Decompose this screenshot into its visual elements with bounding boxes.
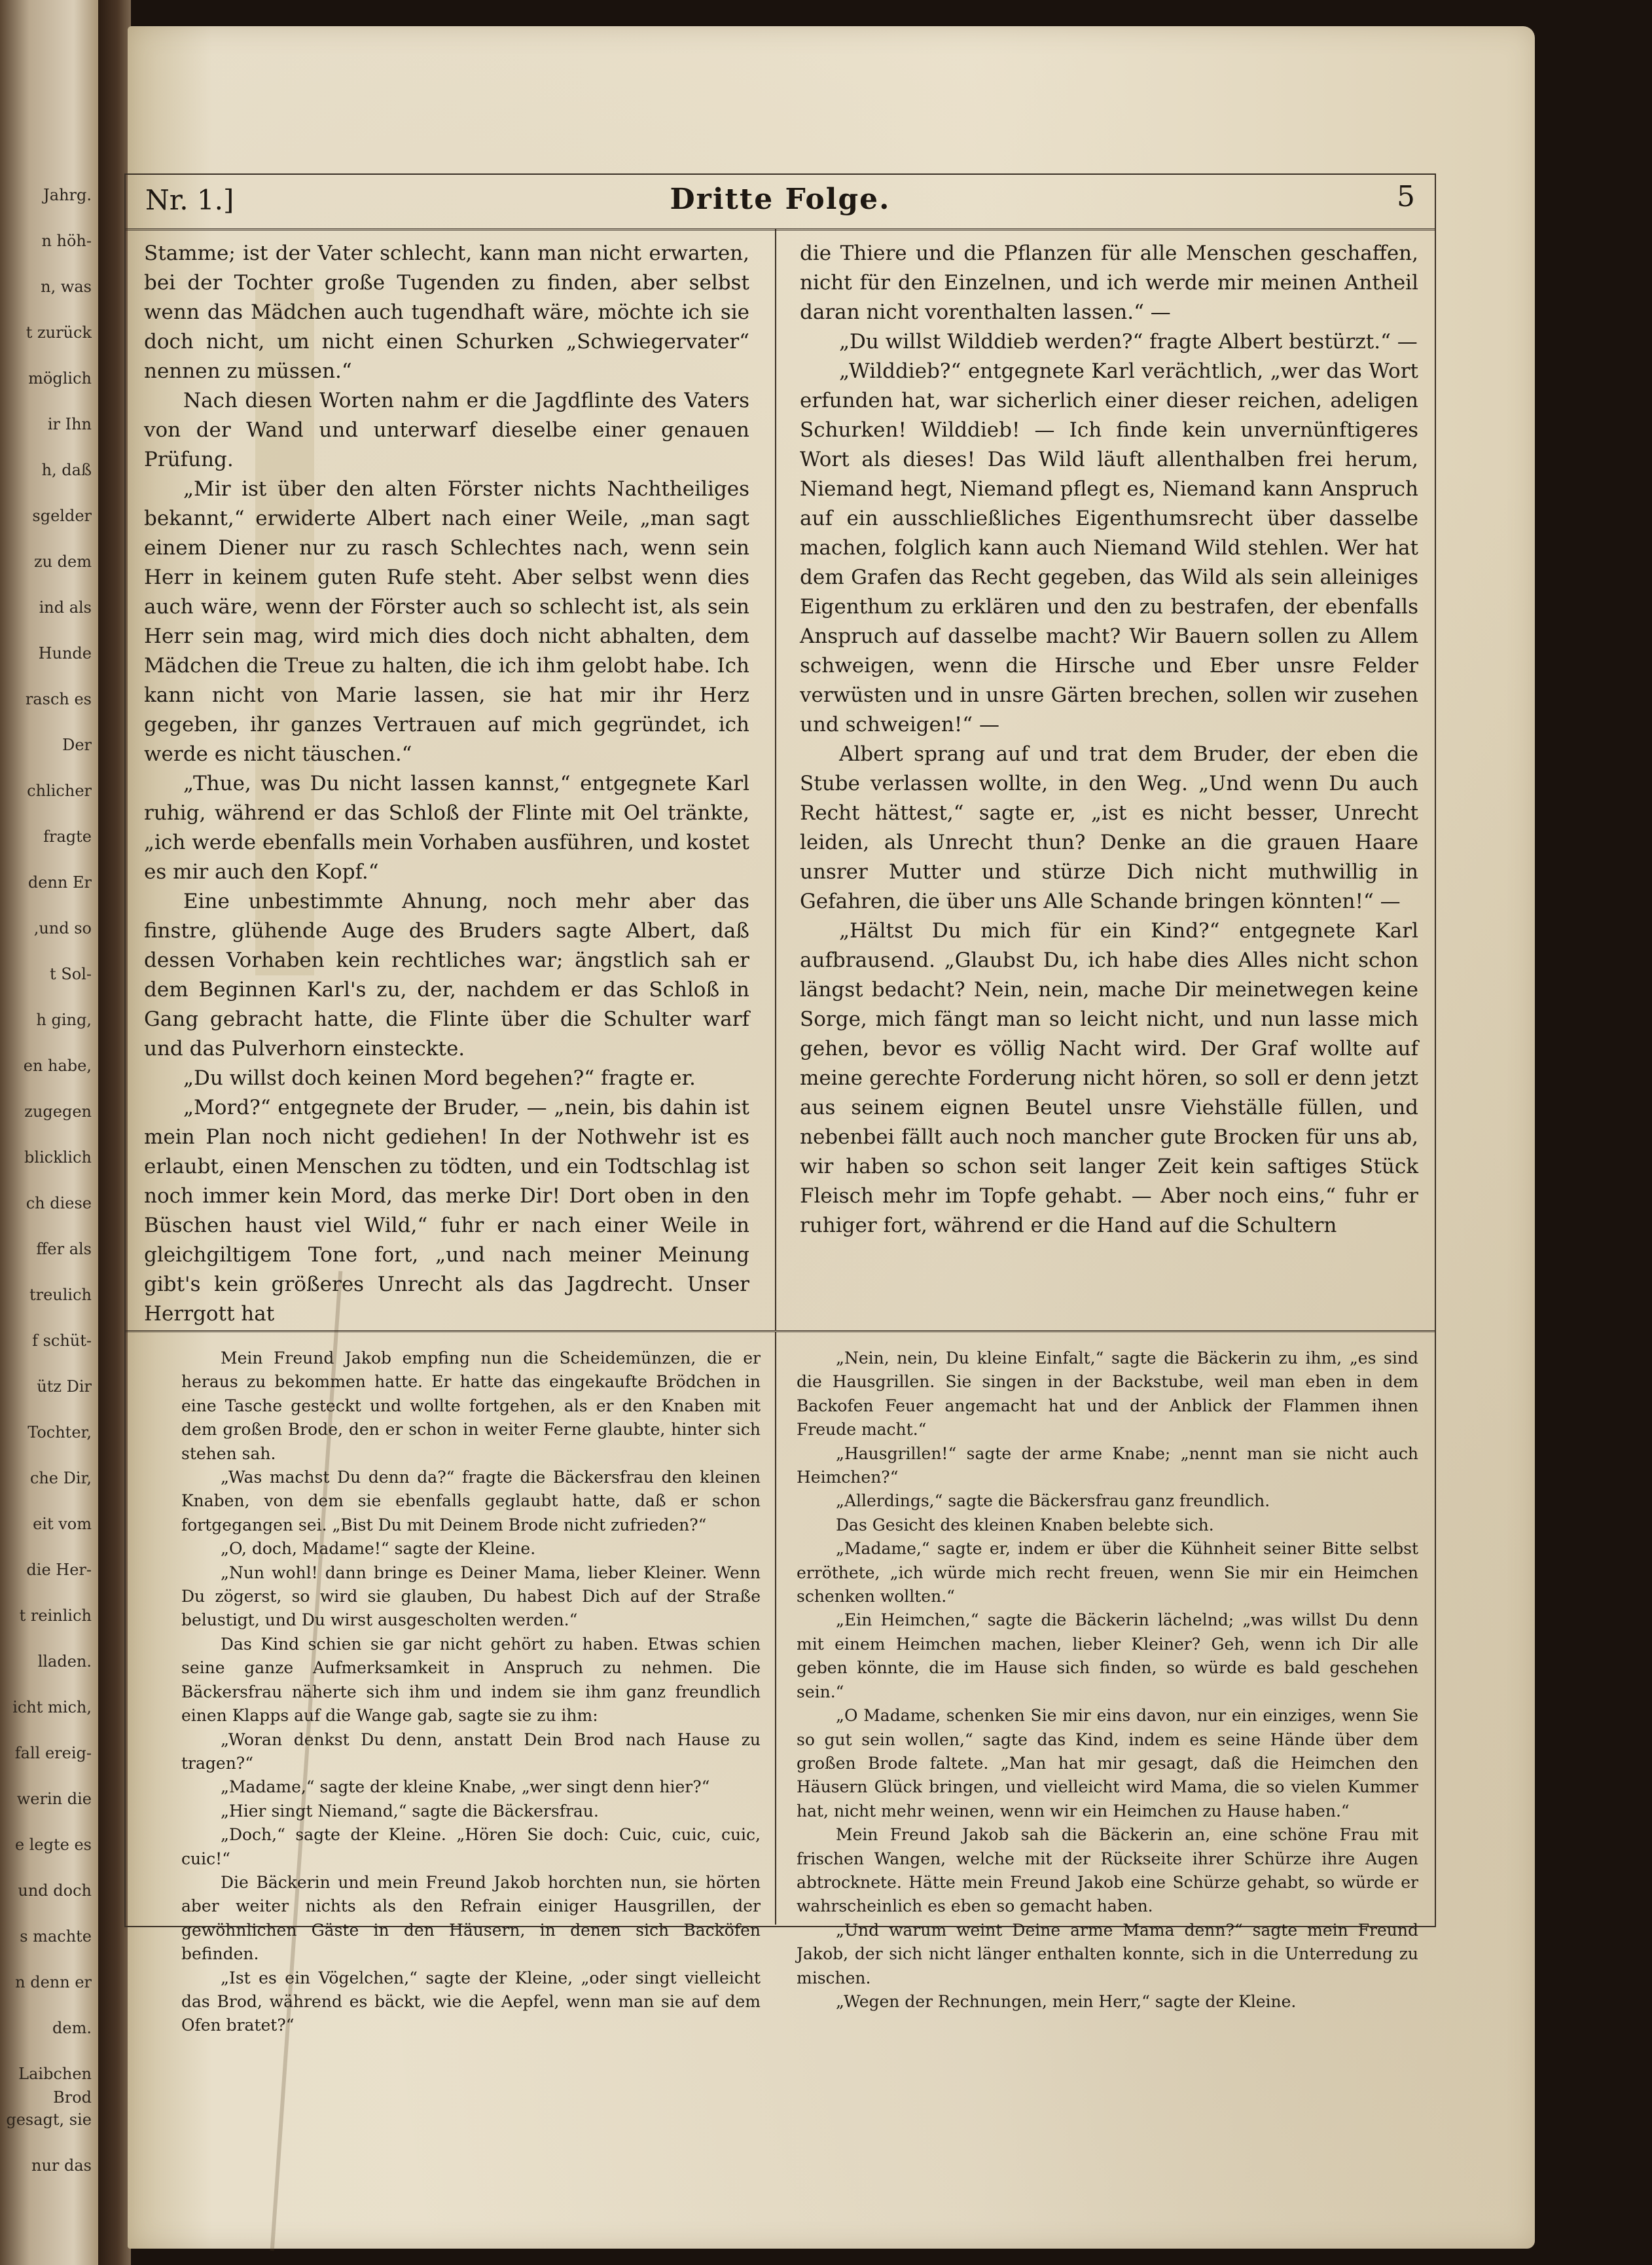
paragraph: „Woran denkst Du denn, anstatt Dein Brod nach Hause zu tragen?“ [181,1730,761,1773]
paragraph: „Madame,“ sagte der kleine Knabe, „wer singt denn hier?“ [221,1777,710,1797]
left-page-fragment: und doch [18,1881,92,1900]
upper-column-rule [775,228,776,1330]
left-page-fragment: rasch es [25,690,92,708]
left-page-fragment: zu dem [33,553,92,571]
left-page-fragment: n denn er [15,1973,92,1991]
left-page-fragment: blicklich [24,1148,92,1167]
left-page-fragment: zugegen [24,1102,92,1121]
left-page-fragment: sgelder [32,507,92,525]
left-page-fragment: t reinlich [19,1606,92,1625]
page-header [126,175,1435,230]
section-title: Dritte Folge. [670,183,891,216]
paragraph: „O, doch, Madame!“ sagte der Kleine. [221,1539,536,1559]
left-page-fragment: denn Er [27,873,92,892]
left-page-fragment: en habe, [23,1057,92,1075]
paragraph: „Hier singt Niemand,“ sagte die Bäckersfrau. [221,1801,599,1821]
paragraph: „Ein Heimchen,“ sagte die Bäckerin lächelnd; „was willst Du denn mit einem Heimchen machen, lieber Kleiner? Geh, wenn ich Dir alle geben könnte, die im Hause sich finden, so würde es bald geschehen sein.“ [797,1610,1418,1701]
left-page-fragment: icht mich, [12,1698,92,1716]
paragraph: „Wilddieb?“ entgegnete Karl verächtlich, „wer das Wort erfunden hat, war sicherlich einer dieser reichen, adeligen Schurken! Wilddieb! — Ich finde kein unvernünftigeres Wort als dieses! Das Wild läuft allenthalben frei herum, Niemand hegt, Niemand pflegt es, Niemand kann Anspruch auf ein ausschließliches Eigenthumsrecht über dasselbe machen, folglich kann auch Niemand Wild stehlen. Wer hat dem Grafen das Recht gegeben, das Wild als sein alleiniges Eigenthum zu erklären und den zu bestrafen, der ebenfalls Anspruch auf dasselbe macht? Wir Bauern sollen zu Allem schweigen, wenn die Hirsche und Eber unsre Felder verwüsten und in unsre Gärten brechen, sollen wir zusehen und schweigen!“ — [800,359,1418,736]
left-page-fragment: dem. [52,2019,92,2037]
paragraph: Nach diesen Worten nahm er die Jagdflinte des Vaters von der Wand und unterwarf dieselbe einer genauen Prüfung. [144,389,749,471]
left-page-fragment: n, was [41,278,92,296]
paragraph: „Du willst doch keinen Mord begehen?“ fragte er. [183,1066,696,1090]
left-page-fragment: ffer als [36,1240,92,1258]
left-page-fragment: werin die [16,1790,92,1808]
left-page-fragment: Der [62,736,92,754]
left-page-fragment: eit vom [33,1515,92,1533]
paragraph: „Ist es ein Vögelchen,“ sagte der Kleine, „oder singt vielleicht das Brod, während es bäckt, wie die Aepfel, wenn man sie auf dem Ofen bratet?“ [181,1968,761,2035]
text-frame [124,173,1436,2035]
paragraph: „Allerdings,“ sagte die Bäckersfrau ganz freundlich. [836,1491,1270,1511]
upper-right-column [800,239,1418,1241]
left-page-fragment: Hunde [38,644,92,662]
paragraph: Das Gesicht des kleinen Knaben belebte sich. [836,1515,1214,1534]
left-page-fragment: die Her- [26,1561,92,1579]
paragraph: Die Bäckerin und mein Freund Jakob horchten nun, sie hörten aber weiter nichts als den Refrain einiger Hausgrillen, der gewöhnlichen Gäste in den Häusern, in denen sich Backöfen befinden. [181,1872,761,1964]
left-page-fragment: ütz Dir [37,1377,92,1396]
left-page-fragment: s machte [20,1927,92,1946]
left-page-fragment: ch diese [26,1194,92,1212]
issue-number: Nr. 1.] [145,184,234,216]
paragraph: „Nun wohl! dann bringe es Deiner Mama, lieber Kleiner. Wenn Du zögerst, so wird sie glauben, Du habest Dich auf der Straße belustigt, und Du wirst ausgescholten werden.“ [181,1563,761,1630]
paragraph: die Thiere und die Pflanzen für alle Menschen geschaffen, nicht für den Einzelnen, und ich werde mir meinen Antheil daran nicht vorenthalten lassen.“ — [800,242,1418,324]
paragraph: „Mir ist über den alten Förster nichts Nachtheiliges bekannt,“ erwiderte Albert nach einer Weile, „man sagt einem Diener nur zu rasch Schlechtes nach, wenn sein Herr in keinem guten Rufe steht. Aber selbst wenn dies auch wäre, wenn der Förster auch so schlecht ist, als sein Herr sein mag, wird mich dies doch nicht abhalten, dem Mädchen die Treue zu halten, die ich ihm gelobt habe. Ich kann nicht von Marie lassen, sie hat mir ihr Herz gegeben, ihr ganzes Vertrauen auf mich gegründet, ich werde es nicht täuschen.“ [144,477,749,766]
left-page-fragment: nur das [31,2156,92,2175]
left-page-fragment: Tochter, [27,1423,92,1441]
paragraph: „Was machst Du denn da?“ fragte die Bäckersfrau den kleinen Knaben, von dem sie ebenfalls geglaubt hatte, daß er schon fortgegangen sei. „Bist Du mit Deinem Brode nicht zufrieden?“ [181,1468,761,1534]
left-page-fragment: ir Ihn [47,415,92,433]
page-number: 5 [1397,180,1415,213]
left-page-fragment: ,und so [33,919,92,937]
left-page-fragment: Laibchen Brod [18,2065,92,2107]
paragraph: Stamme; ist der Vater schlecht, kann man nicht erwarten, bei der Tochter große Tugenden zu finden, aber selbst wenn das Mädchen auch tugendhaft wäre, möchte ich sie doch nicht, um nicht einen Schurken „Schwiegervater“ nennen zu müssen.“ [144,242,749,383]
paragraph: „Madame,“ sagte er, indem er über die Kühnheit seiner Bitte selbst erröthete, „ich würde mich recht freuen, wenn Sie mir ein Heimchen schenken wollten.“ [797,1539,1418,1606]
paragraph: „O Madame, schenken Sie mir eins davon, nur ein einziges, wenn Sie so gut sein wollen,“ sagte das Kind, indem es seine Hände über dem großen Brode faltete. „Man hat mir gesagt, daß die Heimchen den Häusern Glück bringen, und vielleicht wird Mama, die so vielen Kummer hat, nicht mehr weinen, wenn wir ein Heimchen zu Hause haben.“ [797,1706,1418,1821]
left-page-fragment: gesagt, sie [6,2111,92,2129]
paragraph: „Nein, nein, Du kleine Einfalt,“ sagte die Bäckerin zu ihm, „es sind die Hausgrillen. Sie singen in der Backstube, weil man eben in dem Backofen Feuer angemacht hat und der Anblick der Flammen ihnen Freude macht.“ [797,1349,1418,1440]
left-page-fragment: t Sol- [50,965,92,983]
paragraph: „Mord?“ entgegnete der Bruder, — „nein, bis dahin ist mein Plan noch nicht gediehen! In der Nothwehr ist es erlaubt, einen Menschen zu tödten, und ein Todtschlag ist noch immer kein Mord, das merke Dir! Dort oben in den Büschen haust viel Wild,“ fuhr er nach einer Weile in gleichgiltigem Tone fort, „und nach meiner Meinung gibt's kein größeres Unrecht als das Jagdrecht. Unser Herrgott hat [144,1096,749,1326]
paragraph: Eine unbestimmte Ahnung, noch mehr aber das finstre, glühende Auge des Bruders sagte Albert, daß dessen Vorhaben kein rechtliches war; ängstlich sah er dem Beginnen Karl's zu, der, nachdem er das Schloß in Gang gebracht hatte, die Flinte über die Schulter warf und das Pulverhorn einsteckte. [144,890,749,1060]
left-page-fragment: fragte [43,827,92,846]
lower-right-column [797,1347,1418,2014]
paragraph: „Hältst Du mich für ein Kind?“ entgegnete Karl aufbrausend. „Glaubst Du, ich habe dies Alles nicht schon längst bedacht? Nein, nein, mache Dir meinetwegen keine Sorge, mich fängt man so leicht nicht, und nun lasse mich gehen, bevor es völlig Nacht wird. Der Graf wollte auf meine gerechte Forderung nicht hören, so soll er denn jetzt aus seinem eignen Beutel unsre Viehställe füllen, und nebenbei fällt auch noch mancher gute Brocken für uns ab, wir haben so schon seit langer Zeit kein saftiges Stück Fleisch mehr im Topfe gehabt. — Aber noch eins,“ fuhr er ruhiger fort, während er die Hand auf die Schultern [800,919,1418,1237]
upper-left-column [144,239,749,1329]
paragraph: Mein Freund Jakob sah die Bäckerin an, eine schöne Frau mit frischen Wangen, welche mit der Rückseite ihrer Schürze ihre Augen abtrocknete. Hätte mein Freund Jakob eine Schürze gehabt, so würde er wahrscheinlich es eben so gemacht haben. [797,1825,1418,1916]
paragraph: „Doch,“ sagte der Kleine. „Hören Sie doch: Cuic, cuic, cuic, cuic!“ [181,1825,761,1868]
left-page-edge [0,0,98,2265]
left-page-fragment: n höh- [41,232,92,250]
left-page-fragment: treulich [29,1286,92,1304]
left-page-fragment: h ging, [36,1011,92,1029]
paragraph: „Thue, was Du nicht lassen kannst,“ entgegnete Karl ruhig, während er das Schloß der Flinte mit Oel tränkte, „ich werde ebenfalls mein Vorhaben ausführen, und kostet es mir auch den Kopf.“ [144,772,749,884]
paragraph: „Du willst Wilddieb werden?“ fragte Albert bestürzt.“ — [839,330,1418,353]
paragraph: Das Kind schien sie gar nicht gehört zu haben. Etwas schien seine ganze Aufmerksamkeit in Anspruch zu nehmen. Die Bäckersfrau näherte sich ihm und indem sie ihm ganz freundlich einen Klapps auf die Wange gab, sagte sie zu ihm: [181,1634,761,1726]
lower-left-column [181,1347,761,2038]
paragraph: „Und warum weint Deine arme Mama denn?“ sagte mein Freund Jakob, der sich nicht länger enthalten konnte, sich in die Unterredung zu mischen. [797,1920,1418,1987]
left-page-fragment: ind als [39,598,92,617]
left-page-fragment: che Dir, [29,1469,92,1487]
left-page-fragment: e legte es [14,1836,92,1854]
left-page-fragment: möglich [28,369,92,388]
section-divider [126,1330,1435,1332]
left-page-fragment: f schüt- [32,1332,92,1350]
left-page-fragment: chlicher [27,782,92,800]
paragraph: Albert sprang auf und trat dem Bruder, der eben die Stube verlassen wollte, in den Weg. „Und wenn Du auch Recht hättest,“ sagte er, „ist es nicht besser, Unrecht leiden, als Unrecht thun? Denke an die grauen Haare unsrer Mutter und stürze Dich nicht muthwillig in Gefahren, die über uns Alle Schande bringen könnten!“ — [800,742,1418,913]
left-page-fragment: h, daß [41,461,92,479]
left-page-fragment: lladen. [37,1652,92,1671]
paragraph: „Hausgrillen!“ sagte der arme Knabe; „nennt man sie nicht auch Heimchen?“ [797,1443,1418,1487]
left-page-fragment: fall ereig- [14,1744,92,1762]
paragraph: „Wegen der Rechnungen, mein Herr,“ sagte der Kleine. [836,1991,1297,2011]
left-page-fragment: Jahrg. [43,186,92,204]
lower-column-rule [775,1332,776,1925]
paragraph: Mein Freund Jakob empfing nun die Scheidemünzen, die er heraus zu bekommen hatte. Er hatte das eingekaufte Brödchen in eine Tasche gesteckt und wollte fortgehen, als er den Knaben mit dem großen Brode, den er schon in weiter Ferne glaubte, hinter sich stehen sah. [181,1349,761,1463]
left-page-fragment: t zurück [26,323,92,342]
